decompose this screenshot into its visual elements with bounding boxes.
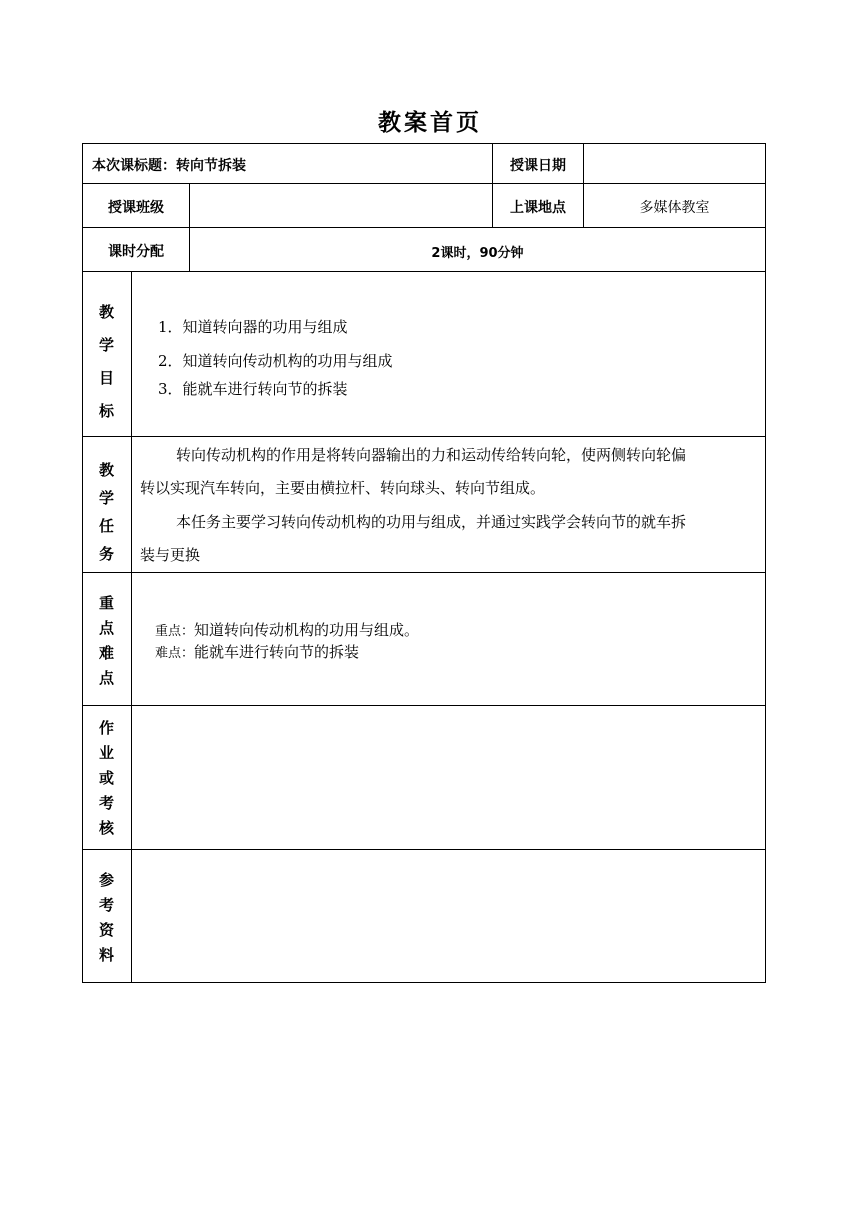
difficulty-label: 难点： [155, 646, 195, 661]
objective-item: 1．知道转向器的功用与组成 [158, 318, 348, 336]
tasks-label: 教 学 任 务 [98, 461, 114, 563]
tasks-paragraph-1-line-2: 转以实现汽车转向，主要由横拉杆、转向球头、转向节组成。 [140, 479, 546, 497]
class-label: 授课班级 [108, 200, 164, 216]
references-label: 参 考 资 料 [98, 871, 114, 964]
course-title-label: 本次课标题： [92, 158, 176, 174]
objective-item: 2．知道转向传动机构的功用与组成 [158, 352, 393, 370]
page-title: 教案首页 [378, 110, 482, 136]
course-title-field [92, 155, 246, 175]
focus-label: 重点： [155, 624, 195, 639]
location-value: 多媒体教室 [639, 200, 710, 216]
course-title-value: 转向节拆装 [176, 158, 246, 174]
tasks-paragraph-2-line-1: 本任务主要学习转向传动机构的功用与组成，并通过实践学会转向节的就车拆 [176, 513, 687, 531]
objective-item: 3．能就车进行转向节的拆装 [158, 380, 348, 398]
objectives-label: 教 学 目 标 [98, 303, 114, 420]
tasks-paragraph-2-line-2: 装与更换 [140, 546, 201, 564]
key-points-label: 重 点 难 点 [98, 594, 114, 687]
tasks-paragraph-1-line-1: 转向传动机构的作用是将转向器输出的力和运动传给转向轮，使两侧转向轮偏 [176, 446, 687, 464]
difficulty-value: 能就车进行转向节的拆装 [194, 643, 360, 661]
focus-line [155, 619, 419, 640]
hours-value: 2课时，90分钟 [431, 246, 524, 261]
location-label: 上课地点 [510, 200, 566, 216]
date-label: 授课日期 [510, 158, 566, 174]
difficulty-line [155, 641, 359, 662]
focus-value: 知道转向传动机构的功用与组成。 [194, 621, 420, 639]
homework-label: 作 业 或 考 核 [98, 719, 114, 837]
hours-label: 课时分配 [108, 244, 164, 260]
